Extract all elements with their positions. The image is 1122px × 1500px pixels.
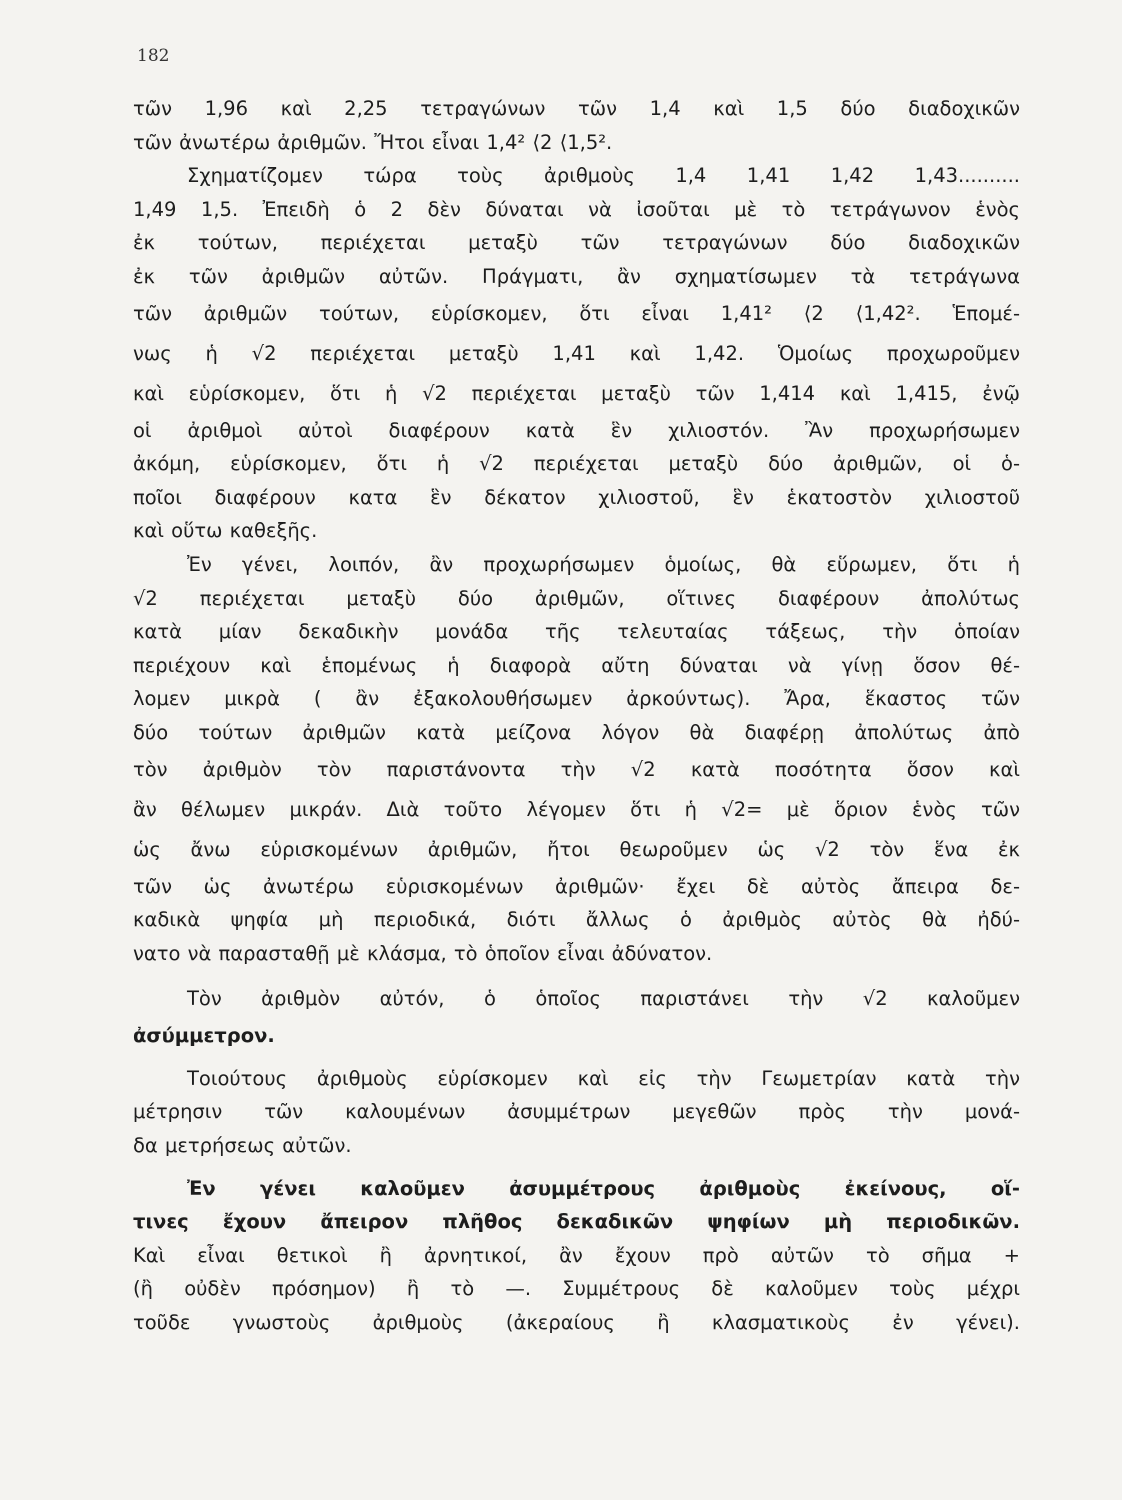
text-line: ἐκ τῶν ἀριθμῶν αὐτῶν. Πράγματι, ἂν σχηματίσωμεν τὰ τετράγωνα [133, 264, 1020, 288]
text-line: √2 περιέχεται μεταξὺ δύο ἀριθμῶν, οἵτινες διαφέρουν ἀπολύτως [133, 586, 1020, 610]
text-line: Σχηματίζομεν τώρα τοὺς ἀριθμοὺς 1,4 1,41 1,42 1,43.......... [187, 164, 1020, 188]
text-line: τῶν ὡς ἀνωτέρω εὑρισκομένων ἀριθμῶν· ἔχει δὲ αὐτὸς ἄπειρα δε- [133, 874, 1020, 898]
text-line: ἀκόμη, εὑρίσκομεν, ὅτι ἡ √2 περιέχεται μεταξὺ δύο ἀριθμῶν, οἱ ὁ- [133, 452, 1020, 476]
text-line: δύο τούτων ἀριθμῶν κατὰ μείζονα λόγον θὰ διαφέρῃ ἀπολύτως ἀπὸ [133, 720, 1020, 744]
text-line: Τοιούτους ἀριθμοὺς εὑρίσκομεν καὶ εἰς τὴν Γεωμετρίαν κατὰ τὴν [187, 1066, 1020, 1090]
text-line: περιέχουν καὶ ἑπομένως ἡ διαφορὰ αὔτη δύναται νὰ γίνῃ ὅσον θέ- [133, 653, 1020, 677]
text-line: νατο νὰ παρασταθῇ μὲ κλάσμα, τὸ ὁποῖον εἶναι ἀδύνατον. [133, 941, 713, 965]
text-line: τῶν ἀριθμῶν τούτων, εὑρίσκομεν, ὅτι εἶναι 1,41² ⟨2 ⟨1,42². Ἑπομέ- [133, 301, 1020, 325]
text-line: Καὶ εἶναι θετικοὶ ἢ ἀρνητικοί, ἂν ἔχουν πρὸ αὐτῶν τὸ σῆμα + [133, 1243, 1020, 1267]
text-line: δα μετρήσεως αὐτῶν. [133, 1134, 352, 1158]
text-line: τῶν ἀνωτέρω ἀριθμῶν. Ἤτοι εἶναι 1,4² ⟨2 ⟨1,5². [133, 130, 613, 154]
text-line: ποῖοι διαφέρουν κατα ἓν δέκατον χιλιοστοῦ, ἓν ἑκατοστὸν χιλιοστοῦ [133, 485, 1020, 509]
text-line: (ἢ οὐδὲν πρόσημον) ἢ τὸ —. Συμμέτρους δὲ καλοῦμεν τοὺς μέχρι [133, 1277, 1020, 1301]
text-line: Ἐν γένει καλοῦμεν ἀσυμμέτρους ἀριθμοὺς ἐκείνους, οἵ- [187, 1176, 1020, 1200]
text-line: Τὸν ἀριθμὸν αὐτόν, ὁ ὁποῖος παριστάνει τὴν √2 καλοῦμεν [187, 987, 1020, 1011]
text-line: μέτρησιν τῶν καλουμένων ἀσυμμέτρων μεγεθῶν πρὸς τὴν μονά- [133, 1100, 1020, 1124]
text-line: τινες ἔχουν ἄπειρον πλῆθος δεκαδικῶν ψηφίων μὴ περιοδικῶν. [133, 1210, 1020, 1234]
text-line: καδικὰ ψηφία μὴ περιοδικά, διότι ἄλλως ὁ ἀριθμὸς αὐτὸς θὰ ἠδύ- [133, 908, 1020, 932]
text-line: ἐκ τούτων, περιέχεται μεταξὺ τῶν τετραγώνων δύο διαδοχικῶν [133, 231, 1020, 255]
text-line: οἱ ἀριθμοὶ αὐτοὶ διαφέρουν κατὰ ἓν χιλιοστόν. Ἂν προχωρήσωμεν [133, 418, 1020, 442]
page-number: 182 [137, 46, 170, 66]
text-line: ἀσύμμετρον. [133, 1024, 275, 1048]
text-line: Ἐν γένει, λοιπόν, ἂν προχωρήσωμεν ὁμοίως, θὰ εὕρωμεν, ὅτι ἡ [187, 552, 1020, 576]
text-line: τὸν ἀριθμὸν τὸν παριστάνοντα τὴν √2 κατὰ ποσότητα ὅσον καὶ [133, 757, 1020, 781]
text-line: ἂν θέλωμεν μικράν. Διὰ τοῦτο λέγομεν ὅτι ἡ √2= μὲ ὅριον ἑνὸς τῶν [133, 797, 1020, 821]
text-line: ὡς ἄνω εὑρισκομένων ἀριθμῶν, ἤτοι θεωροῦμεν ὡς √2 τὸν ἕνα ἐκ [133, 837, 1020, 861]
text-line: 1,49 1,5. Ἐπειδὴ ὁ 2 δὲν δύναται νὰ ἰσοῦται μὲ τὸ τετράγωνον ἑνὸς [133, 197, 1020, 221]
text-line: καὶ οὕτω καθεξῆς. [133, 519, 318, 543]
body-text [133, 92, 1020, 1340]
text-line: λομεν μικρὰ ( ἂν ἐξακολουθήσωμεν ἀρκούντως). Ἄρα, ἕκαστος τῶν [133, 687, 1020, 711]
text-line: τοῦδε γνωστοὺς ἀριθμοὺς (ἀκεραίους ἢ κλασματικοὺς ἐν γένει). [133, 1311, 1020, 1335]
text-line: κατὰ μίαν δεκαδικὴν μονάδα τῆς τελευταίας τάξεως, τὴν ὁποίαν [133, 620, 1020, 644]
text-line: νως ἡ √2 περιέχεται μεταξὺ 1,41 καὶ 1,42. Ὁμοίως προχωροῦμεν [133, 341, 1020, 365]
text-line: καὶ εὑρίσκομεν, ὅτι ἡ √2 περιέχεται μεταξὺ τῶν 1,414 καὶ 1,415, ἐνῷ [133, 381, 1020, 405]
text-line: τῶν 1,96 καὶ 2,25 τετραγώνων τῶν 1,4 καὶ 1,5 δύο διαδοχικῶν [133, 97, 1020, 120]
